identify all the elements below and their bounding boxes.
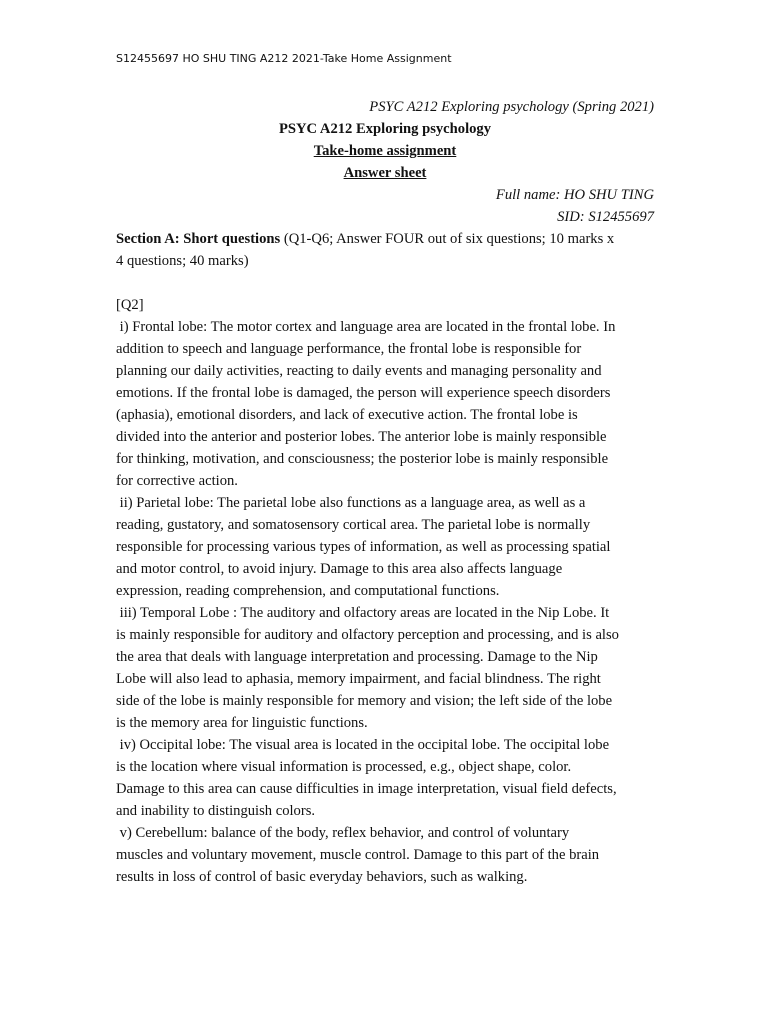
document-title: PSYC A212 Exploring psychology: [278, 121, 492, 137]
answer-paragraph: [116, 492, 654, 602]
paragraph-line: planning our daily activities, reacting to daily events and managing personality and: [116, 363, 602, 379]
question-tag: [Q2]: [116, 297, 144, 313]
answer-paragraph: [116, 602, 654, 734]
paragraph-line: muscles and voluntary movement, muscle control. Damage to this part of the brain: [116, 847, 600, 863]
answer-paragraph: [116, 822, 654, 888]
answer-paragraphs: [116, 316, 654, 888]
section-heading: [116, 228, 654, 250]
answer-sheet-label: Answer sheet: [343, 165, 427, 181]
paragraph-line: results in loss of control of basic everyday behaviors, such as walking.: [116, 869, 528, 885]
subtitle2-row: [116, 162, 654, 184]
paragraph-line: and inability to distinguish colors.: [116, 803, 316, 819]
answer-paragraph: [116, 316, 654, 492]
spacer: [116, 272, 654, 294]
paragraph-line: is mainly responsible for auditory and olfactory perception and processing, and is also: [116, 627, 619, 643]
paragraph-line: is the memory area for linguistic functions.: [116, 715, 368, 731]
subtitle-row: [116, 140, 654, 162]
section-note: (Q1-Q6; Answer FOUR out of six questions; 10 marks x: [280, 231, 615, 247]
full-name: Full name: HO SHU TING: [495, 187, 654, 203]
paragraph-line: responsible for processing various types of information, as well as processing spatial: [116, 539, 611, 555]
course-header: PSYC A212 Exploring psychology (Spring 2021): [369, 99, 654, 115]
paragraph-line: iii) Temporal Lobe : The auditory and olfactory areas are located in the Nip Lobe. It: [116, 605, 610, 621]
paragraph-line: for thinking, motivation, and consciousness; the posterior lobe is mainly responsible: [116, 451, 609, 467]
paragraph-line: emotions. If the frontal lobe is damaged, the person will experience speech disorders: [116, 385, 611, 401]
student-id: SID: S12455697: [557, 209, 654, 225]
paragraph-line: (aphasia), emotional disorders, and lack of executive action. The frontal lobe is: [116, 407, 578, 423]
paragraph-line: v) Cerebellum: balance of the body, reflex behavior, and control of voluntary: [116, 825, 570, 841]
paragraph-line: expression, reading comprehension, and computational functions.: [116, 583, 500, 599]
paragraph-line: iv) Occipital lobe: The visual area is located in the occipital lobe. The occipital lobe: [116, 737, 610, 753]
paragraph-line: Lobe will also lead to aphasia, memory impairment, and facial blindness. The right: [116, 671, 601, 687]
paragraph-line: the area that deals with language interpretation and processing. Damage to the Nip: [116, 649, 598, 665]
answer-paragraph: [116, 734, 654, 822]
paragraph-line: for corrective action.: [116, 473, 238, 489]
running-header: S12455697 HO SHU TING A212 2021-Take Home Assignment: [116, 52, 452, 65]
paragraph-line: and motor control, to avoid injury. Damage to this area also affects language: [116, 561, 563, 577]
document-subtitle: Take-home assignment: [313, 143, 457, 159]
paragraph-line: addition to speech and language performance, the frontal lobe is responsible for: [116, 341, 582, 357]
paragraph-line: ii) Parietal lobe: The parietal lobe also functions as a language area, as well as a: [116, 495, 586, 511]
paragraph-line: is the location where visual information is processed, e.g., object shape, color.: [116, 759, 572, 775]
paragraph-line: reading, gustatory, and somatosensory cortical area. The parietal lobe is normally: [116, 517, 591, 533]
document-body: [116, 96, 654, 888]
section-note-continued: 4 questions; 40 marks): [116, 253, 249, 269]
paragraph-line: i) Frontal lobe: The motor cortex and language area are located in the frontal lobe. In: [116, 319, 616, 335]
paragraph-line: divided into the anterior and posterior lobes. The anterior lobe is mainly responsible: [116, 429, 607, 445]
section-label: Section A: Short questions: [116, 231, 281, 247]
paragraph-line: side of the lobe is mainly responsible for memory and vision; the left side of the lobe: [116, 693, 613, 709]
paragraph-line: Damage to this area can cause difficulties in image interpretation, visual field defects,: [116, 781, 617, 797]
